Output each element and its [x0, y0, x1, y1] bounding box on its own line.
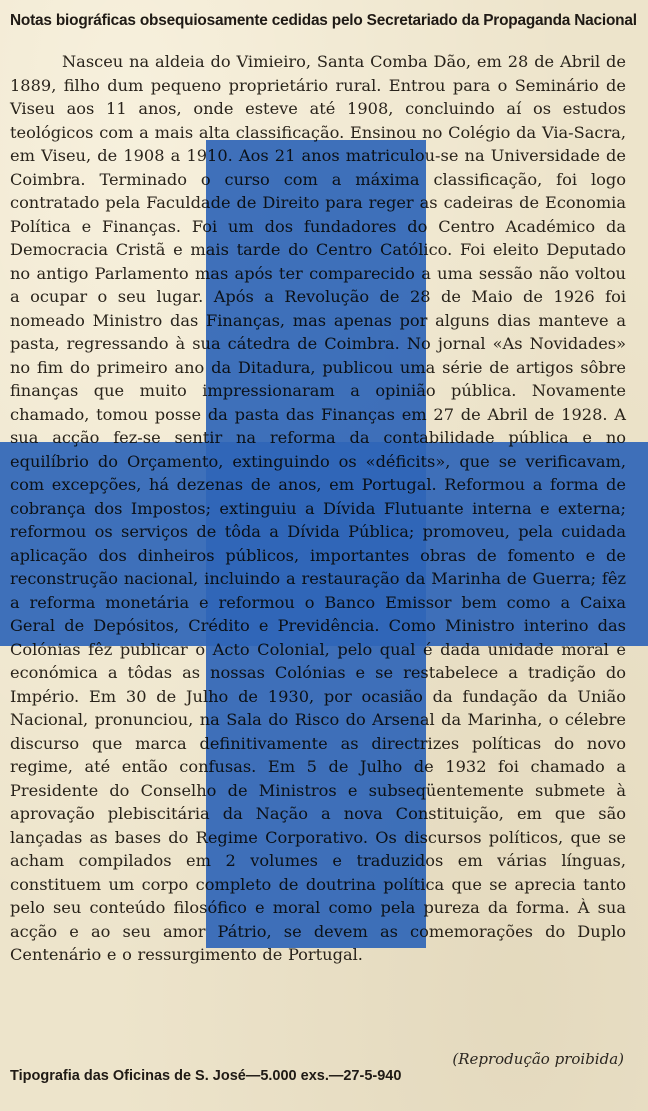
document-heading: Notas biográficas obsequiosamente cedidas pelo Secretariado da Propaganda Nacional: [10, 12, 637, 29]
reproduction-notice: (Reprodução proibida): [452, 1050, 624, 1068]
biography-paragraph: [10, 50, 626, 967]
printer-imprint: Tipografia das Oficinas de S. José—5.000 exs.—27-5-940: [10, 1068, 402, 1084]
biography-text: Nasceu na aldeia do Vimieiro, Santa Comba Dão, em 28 de Abril de 1889, filho dum pequeno proprietário rural. Entrou para o Seminário de Viseu aos 11 anos, onde esteve até 1908, concluindo aí os estudos teológicos com a mais alta classificação. Ensinou no Colégio da Via-Sacra, em Viseu, de 1908 a 1910. Aos 21 anos matriculou-se na Universidade de Coimbra. Terminado o curso com a máxima classificação, foi logo contratado pela Faculdade de Direito para reger as cadeiras de Economia Política e Finanças. Foi um dos fundadores do Centro Académico da Democracia Cristã e mais tarde do Centro Católico. Foi eleito Deputado no antigo Parlamento mas após ter comparecido a uma sessão não voltou a ocupar o seu lugar. Após a Revolução de 28 de Maio de 1926 foi nomeado Ministro das Finanças, mas apenas por alguns dias manteve a pasta, regressando à sua cátedra de Coimbra. No jornal «As Novidades» no fim do primeiro ano da Ditadura, publicou uma série de artigos sôbre finanças que muito impressionaram a opinião pública. Novamente chamado, tomou posse da pasta das Finanças em 27 de Abril de 1928. A sua acção fez-se sentir na reforma da contabilidade pública e no equilíbrio do Orçamento, extinguindo os «déficits», que se verificavam, com excepções, há dezenas de anos, em Portugal. Reformou a forma de cobrança dos Impostos; extinguiu a Dívida Flutuante interna e externa; reformou os serviços de tôda a Dívida Pública; promoveu, pela cuidada aplicação dos dinheiros públicos, importantes obras de fomento e de reconstrução nacional, incluindo a restauração da Marinha de Guerra; fêz a reforma monetária e reformou o Banco Emissor bem como a Caixa Geral de Depósitos, Crédito e Previdência. Como Ministro interino das Colónias fêz publicar o Acto Colonial, pelo qual é dada unidade moral e económica a tôdas as nossas Colónias e se restabelece a tradição do Império. Em 30 de Julho de 1930, por ocasião da fundação da União Nacional, pronunciou, na Sala do Risco do Arsenal da Marinha, o célebre discurso que marca definitivamente as directrizes políticas do novo regime, até então confusas. Em 5 de Julho de 1932 foi chamado a Presidente do Conselho de Ministros e subseqüentemente submete à aprovação plebiscitária da Nação a nova Constituição, em que são lançadas as bases do Regime Corporativo. Os discursos políticos, que se acham compilados em 2 volumes e traduzidos em várias línguas, constituem um corpo completo de doutrina política que se aprecia tanto pelo seu conteúdo filosófico e moral como pela pureza da forma. À sua acção e ao seu amor Pátrio, se devem as comemorações do Duplo Centenário e o ressurgimento de Portugal.: [10, 52, 626, 964]
